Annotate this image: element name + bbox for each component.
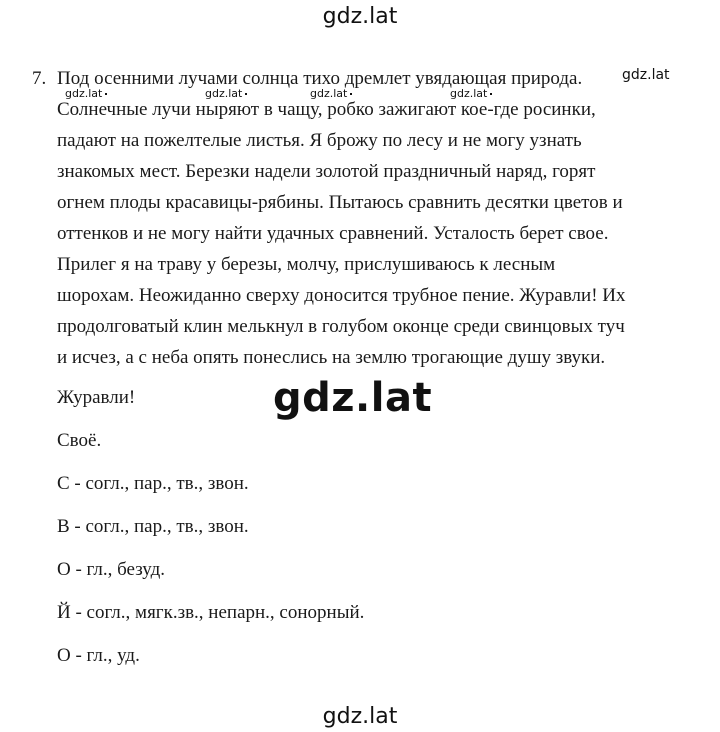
text-line: и исчез, а с неба опять понеслись на землю трогающие душу звуки. xyxy=(57,347,606,368)
text-line: огнем плоды красавицы-рябины. Пытаюсь сравнить десятки цветов и xyxy=(57,192,623,213)
watermark-bottom: gdz.lat xyxy=(322,704,398,729)
analysis-item: Й - согл., мягк.зв., непарн., сонорный. xyxy=(57,602,365,623)
text-line: знакомых мест. Березки надели золотой праздничный наряд, горят xyxy=(57,161,596,182)
watermark-top: gdz.lat xyxy=(322,4,398,29)
analysis-item: О - гл., безуд. xyxy=(57,559,166,580)
exercise-number: 7. xyxy=(32,68,47,89)
text-line: падают на пожелтелые листья. Я брожу по лесу и не могу узнать xyxy=(57,130,582,151)
phonetic-analysis xyxy=(57,382,364,683)
text-line: шорохам. Неожиданно сверху доносится трубное пение. Журавли! Их xyxy=(57,285,626,306)
watermark-small-4: gdz.lat xyxy=(450,88,492,99)
watermark-small-2: gdz.lat xyxy=(205,88,247,99)
analysis-item: Своё. xyxy=(57,430,102,451)
watermark-center: gdz.lat xyxy=(273,375,433,421)
analysis-item: Журавли! xyxy=(57,387,136,408)
text-line: Прилег я на траву у березы, молчу, прислушиваюсь к лесным xyxy=(57,254,556,275)
exercise-paragraph xyxy=(32,63,692,373)
analysis-item: С - согл., пар., тв., звон. xyxy=(57,473,249,494)
watermark-small-1: gdz.lat xyxy=(65,88,107,99)
analysis-item: В - согл., пар., тв., звон. xyxy=(57,516,249,537)
watermark-small-3: gdz.lat xyxy=(310,88,352,99)
analysis-item: О - гл., уд. xyxy=(57,645,140,666)
text-line: Солнечные лучи ныряют в чащу, робко зажигают кое-где росинки, xyxy=(57,99,596,120)
watermark-right: gdz.lat xyxy=(622,67,670,83)
exercise-text xyxy=(32,63,692,373)
text-line: Под осенними лучами солнца тихо дремлет увядающая природа. xyxy=(57,68,583,89)
text-line: оттенков и не могу найти удачных сравнений. Усталость берет свое. xyxy=(57,223,609,244)
text-line: продолговатый клин мелькнул в голубом оконце среди свинцовых туч xyxy=(57,316,625,337)
